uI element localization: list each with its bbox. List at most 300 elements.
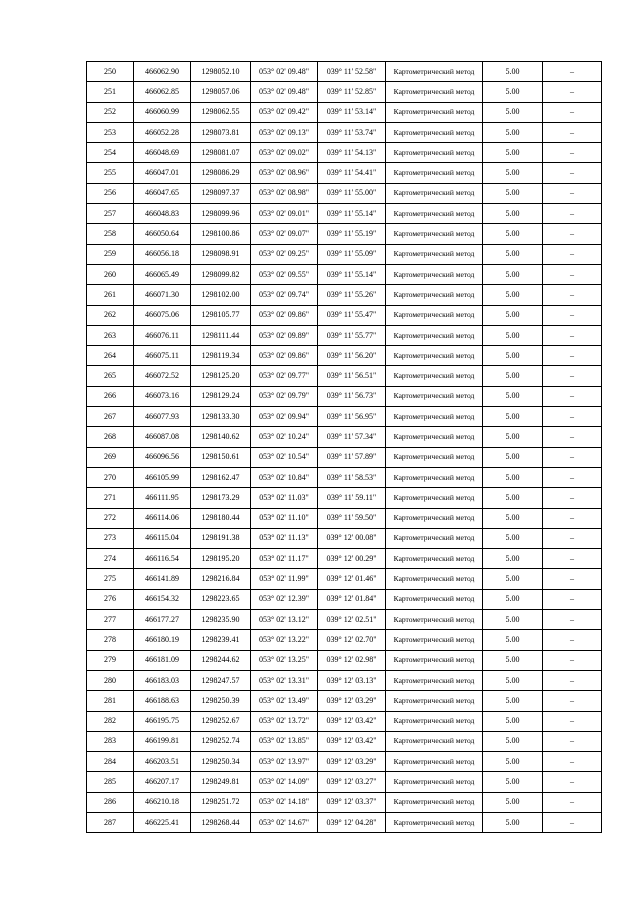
point-number-cell: 273 xyxy=(87,528,134,548)
x-coordinate-cell: 466060.99 xyxy=(134,102,191,122)
method-cell: Картометрический метод xyxy=(386,812,483,832)
point-number-cell: 280 xyxy=(87,670,134,690)
dash-cell: – xyxy=(543,163,602,183)
y-coordinate-cell: 1298162.47 xyxy=(191,467,251,487)
table-row xyxy=(87,691,602,711)
latitude-cell: 053° 02' 13.31" xyxy=(251,670,318,690)
longitude-cell: 039° 12' 01.46" xyxy=(318,569,386,589)
method-cell: Картометрический метод xyxy=(386,650,483,670)
table-row xyxy=(87,549,602,569)
dash-cell: – xyxy=(543,366,602,386)
y-coordinate-cell: 1298129.24 xyxy=(191,386,251,406)
longitude-cell: 039° 12' 01.84" xyxy=(318,589,386,609)
table-row xyxy=(87,508,602,528)
y-coordinate-cell: 1298073.81 xyxy=(191,122,251,142)
method-cell: Картометрический метод xyxy=(386,549,483,569)
dash-cell: – xyxy=(543,325,602,345)
point-number-cell: 256 xyxy=(87,183,134,203)
x-coordinate-cell: 466203.51 xyxy=(134,752,191,772)
method-cell: Картометрический метод xyxy=(386,610,483,630)
y-coordinate-cell: 1298252.74 xyxy=(191,731,251,751)
accuracy-cell: 5.00 xyxy=(483,427,543,447)
x-coordinate-cell: 466056.18 xyxy=(134,244,191,264)
point-number-cell: 284 xyxy=(87,752,134,772)
point-number-cell: 283 xyxy=(87,731,134,751)
longitude-cell: 039° 11' 55.77" xyxy=(318,325,386,345)
dash-cell: – xyxy=(543,589,602,609)
x-coordinate-cell: 466116.54 xyxy=(134,549,191,569)
accuracy-cell: 5.00 xyxy=(483,711,543,731)
y-coordinate-cell: 1298086.29 xyxy=(191,163,251,183)
accuracy-cell: 5.00 xyxy=(483,670,543,690)
dash-cell: – xyxy=(543,711,602,731)
x-coordinate-cell: 466210.18 xyxy=(134,792,191,812)
x-coordinate-cell: 466188.63 xyxy=(134,691,191,711)
x-coordinate-cell: 466048.83 xyxy=(134,204,191,224)
accuracy-cell: 5.00 xyxy=(483,325,543,345)
table-row xyxy=(87,812,602,832)
longitude-cell: 039° 11' 52.58" xyxy=(318,62,386,82)
dash-cell: – xyxy=(543,285,602,305)
dash-cell: – xyxy=(543,549,602,569)
y-coordinate-cell: 1298249.81 xyxy=(191,772,251,792)
table-row xyxy=(87,285,602,305)
accuracy-cell: 5.00 xyxy=(483,305,543,325)
latitude-cell: 053° 02' 12.39" xyxy=(251,589,318,609)
table-row xyxy=(87,102,602,122)
method-cell: Картометрический метод xyxy=(386,62,483,82)
accuracy-cell: 5.00 xyxy=(483,407,543,427)
point-number-cell: 263 xyxy=(87,325,134,345)
accuracy-cell: 5.00 xyxy=(483,285,543,305)
longitude-cell: 039° 11' 55.00" xyxy=(318,183,386,203)
method-cell: Картометрический метод xyxy=(386,122,483,142)
longitude-cell: 039° 12' 02.51" xyxy=(318,610,386,630)
point-number-cell: 253 xyxy=(87,122,134,142)
point-number-cell: 279 xyxy=(87,650,134,670)
point-number-cell: 262 xyxy=(87,305,134,325)
latitude-cell: 053° 02' 09.86" xyxy=(251,346,318,366)
method-cell: Картометрический метод xyxy=(386,569,483,589)
table-row xyxy=(87,650,602,670)
point-number-cell: 254 xyxy=(87,143,134,163)
method-cell: Картометрический метод xyxy=(386,204,483,224)
method-cell: Картометрический метод xyxy=(386,102,483,122)
y-coordinate-cell: 1298081.07 xyxy=(191,143,251,163)
point-number-cell: 286 xyxy=(87,792,134,812)
point-number-cell: 266 xyxy=(87,386,134,406)
y-coordinate-cell: 1298133.30 xyxy=(191,407,251,427)
latitude-cell: 053° 02' 09.13" xyxy=(251,122,318,142)
longitude-cell: 039° 11' 56.20" xyxy=(318,346,386,366)
accuracy-cell: 5.00 xyxy=(483,772,543,792)
method-cell: Картометрический метод xyxy=(386,772,483,792)
x-coordinate-cell: 466047.65 xyxy=(134,183,191,203)
y-coordinate-cell: 1298125.20 xyxy=(191,366,251,386)
accuracy-cell: 5.00 xyxy=(483,508,543,528)
longitude-cell: 039° 11' 56.51" xyxy=(318,366,386,386)
latitude-cell: 053° 02' 09.25" xyxy=(251,244,318,264)
y-coordinate-cell: 1298223.65 xyxy=(191,589,251,609)
y-coordinate-cell: 1298239.41 xyxy=(191,630,251,650)
method-cell: Картометрический метод xyxy=(386,386,483,406)
x-coordinate-cell: 466115.04 xyxy=(134,528,191,548)
table-row xyxy=(87,589,602,609)
x-coordinate-cell: 466050.64 xyxy=(134,224,191,244)
dash-cell: – xyxy=(543,62,602,82)
x-coordinate-cell: 466141.89 xyxy=(134,569,191,589)
table-row xyxy=(87,325,602,345)
longitude-cell: 039° 11' 59.11" xyxy=(318,488,386,508)
y-coordinate-cell: 1298099.96 xyxy=(191,204,251,224)
accuracy-cell: 5.00 xyxy=(483,163,543,183)
table-row xyxy=(87,792,602,812)
latitude-cell: 053° 02' 09.07" xyxy=(251,224,318,244)
dash-cell: – xyxy=(543,122,602,142)
table-row xyxy=(87,407,602,427)
method-cell: Картометрический метод xyxy=(386,285,483,305)
x-coordinate-cell: 466062.85 xyxy=(134,82,191,102)
point-number-cell: 261 xyxy=(87,285,134,305)
x-coordinate-cell: 466087.08 xyxy=(134,427,191,447)
x-coordinate-cell: 466062.90 xyxy=(134,62,191,82)
y-coordinate-cell: 1298105.77 xyxy=(191,305,251,325)
dash-cell: – xyxy=(543,183,602,203)
x-coordinate-cell: 466096.56 xyxy=(134,447,191,467)
point-number-cell: 252 xyxy=(87,102,134,122)
dash-cell: – xyxy=(543,447,602,467)
longitude-cell: 039° 11' 53.14" xyxy=(318,102,386,122)
y-coordinate-cell: 1298247.57 xyxy=(191,670,251,690)
accuracy-cell: 5.00 xyxy=(483,467,543,487)
latitude-cell: 053° 02' 09.55" xyxy=(251,264,318,284)
longitude-cell: 039° 11' 56.73" xyxy=(318,386,386,406)
y-coordinate-cell: 1298180.44 xyxy=(191,508,251,528)
x-coordinate-cell: 466114.06 xyxy=(134,508,191,528)
table-body xyxy=(87,62,602,833)
y-coordinate-cell: 1298250.34 xyxy=(191,752,251,772)
table-row xyxy=(87,772,602,792)
accuracy-cell: 5.00 xyxy=(483,122,543,142)
longitude-cell: 039° 11' 54.13" xyxy=(318,143,386,163)
point-number-cell: 282 xyxy=(87,711,134,731)
accuracy-cell: 5.00 xyxy=(483,488,543,508)
dash-cell: – xyxy=(543,386,602,406)
dash-cell: – xyxy=(543,528,602,548)
accuracy-cell: 5.00 xyxy=(483,528,543,548)
accuracy-cell: 5.00 xyxy=(483,691,543,711)
method-cell: Картометрический метод xyxy=(386,143,483,163)
table-row xyxy=(87,143,602,163)
y-coordinate-cell: 1298173.29 xyxy=(191,488,251,508)
point-number-cell: 260 xyxy=(87,264,134,284)
accuracy-cell: 5.00 xyxy=(483,569,543,589)
method-cell: Картометрический метод xyxy=(386,427,483,447)
dash-cell: – xyxy=(543,752,602,772)
latitude-cell: 053° 02' 13.22" xyxy=(251,630,318,650)
point-number-cell: 271 xyxy=(87,488,134,508)
table-row xyxy=(87,264,602,284)
y-coordinate-cell: 1298052.10 xyxy=(191,62,251,82)
longitude-cell: 039° 12' 00.29" xyxy=(318,549,386,569)
method-cell: Картометрический метод xyxy=(386,305,483,325)
latitude-cell: 053° 02' 10.24" xyxy=(251,427,318,447)
method-cell: Картометрический метод xyxy=(386,691,483,711)
latitude-cell: 053° 02' 09.42" xyxy=(251,102,318,122)
method-cell: Картометрический метод xyxy=(386,82,483,102)
longitude-cell: 039° 12' 03.13" xyxy=(318,670,386,690)
latitude-cell: 053° 02' 14.09" xyxy=(251,772,318,792)
method-cell: Картометрический метод xyxy=(386,731,483,751)
accuracy-cell: 5.00 xyxy=(483,264,543,284)
table-row xyxy=(87,122,602,142)
table-row xyxy=(87,82,602,102)
dash-cell: – xyxy=(543,812,602,832)
accuracy-cell: 5.00 xyxy=(483,224,543,244)
table-row xyxy=(87,305,602,325)
table-row xyxy=(87,183,602,203)
y-coordinate-cell: 1298195.20 xyxy=(191,549,251,569)
longitude-cell: 039° 12' 04.28" xyxy=(318,812,386,832)
accuracy-cell: 5.00 xyxy=(483,143,543,163)
longitude-cell: 039° 12' 00.08" xyxy=(318,528,386,548)
latitude-cell: 053° 02' 09.77" xyxy=(251,366,318,386)
latitude-cell: 053° 02' 09.48" xyxy=(251,62,318,82)
accuracy-cell: 5.00 xyxy=(483,630,543,650)
x-coordinate-cell: 466111.95 xyxy=(134,488,191,508)
longitude-cell: 039° 11' 55.14" xyxy=(318,264,386,284)
table-row xyxy=(87,731,602,751)
y-coordinate-cell: 1298268.44 xyxy=(191,812,251,832)
latitude-cell: 053° 02' 09.48" xyxy=(251,82,318,102)
dash-cell: – xyxy=(543,427,602,447)
dash-cell: – xyxy=(543,792,602,812)
point-number-cell: 275 xyxy=(87,569,134,589)
table-row xyxy=(87,630,602,650)
longitude-cell: 039° 12' 03.42" xyxy=(318,711,386,731)
table-row xyxy=(87,163,602,183)
longitude-cell: 039° 12' 02.98" xyxy=(318,650,386,670)
latitude-cell: 053° 02' 09.74" xyxy=(251,285,318,305)
accuracy-cell: 5.00 xyxy=(483,386,543,406)
y-coordinate-cell: 1298111.44 xyxy=(191,325,251,345)
x-coordinate-cell: 466183.03 xyxy=(134,670,191,690)
latitude-cell: 053° 02' 11.17" xyxy=(251,549,318,569)
latitude-cell: 053° 02' 13.49" xyxy=(251,691,318,711)
point-number-cell: 259 xyxy=(87,244,134,264)
point-number-cell: 264 xyxy=(87,346,134,366)
longitude-cell: 039° 11' 57.34" xyxy=(318,427,386,447)
table-row xyxy=(87,386,602,406)
longitude-cell: 039° 11' 55.09" xyxy=(318,244,386,264)
table-row xyxy=(87,244,602,264)
table-row xyxy=(87,427,602,447)
table-row xyxy=(87,528,602,548)
point-number-cell: 277 xyxy=(87,610,134,630)
table-row xyxy=(87,62,602,82)
accuracy-cell: 5.00 xyxy=(483,346,543,366)
accuracy-cell: 5.00 xyxy=(483,752,543,772)
longitude-cell: 039° 12' 03.29" xyxy=(318,691,386,711)
accuracy-cell: 5.00 xyxy=(483,650,543,670)
point-number-cell: 268 xyxy=(87,427,134,447)
method-cell: Картометрический метод xyxy=(386,325,483,345)
method-cell: Картометрический метод xyxy=(386,752,483,772)
method-cell: Картометрический метод xyxy=(386,264,483,284)
longitude-cell: 039° 11' 57.89" xyxy=(318,447,386,467)
coordinates-table xyxy=(86,61,602,833)
longitude-cell: 039° 12' 03.37" xyxy=(318,792,386,812)
y-coordinate-cell: 1298191.38 xyxy=(191,528,251,548)
dash-cell: – xyxy=(543,305,602,325)
accuracy-cell: 5.00 xyxy=(483,792,543,812)
y-coordinate-cell: 1298150.61 xyxy=(191,447,251,467)
longitude-cell: 039° 11' 53.74" xyxy=(318,122,386,142)
y-coordinate-cell: 1298102.00 xyxy=(191,285,251,305)
latitude-cell: 053° 02' 10.84" xyxy=(251,467,318,487)
x-coordinate-cell: 466072.52 xyxy=(134,366,191,386)
point-number-cell: 278 xyxy=(87,630,134,650)
longitude-cell: 039° 12' 03.42" xyxy=(318,731,386,751)
point-number-cell: 285 xyxy=(87,772,134,792)
x-coordinate-cell: 466076.11 xyxy=(134,325,191,345)
point-number-cell: 267 xyxy=(87,407,134,427)
dash-cell: – xyxy=(543,143,602,163)
longitude-cell: 039° 11' 58.53" xyxy=(318,467,386,487)
method-cell: Картометрический метод xyxy=(386,711,483,731)
point-number-cell: 255 xyxy=(87,163,134,183)
point-number-cell: 265 xyxy=(87,366,134,386)
y-coordinate-cell: 1298062.55 xyxy=(191,102,251,122)
latitude-cell: 053° 02' 08.98" xyxy=(251,183,318,203)
dash-cell: – xyxy=(543,244,602,264)
method-cell: Картометрический метод xyxy=(386,467,483,487)
y-coordinate-cell: 1298098.91 xyxy=(191,244,251,264)
table-row xyxy=(87,204,602,224)
method-cell: Картометрический метод xyxy=(386,589,483,609)
x-coordinate-cell: 466199.81 xyxy=(134,731,191,751)
dash-cell: – xyxy=(543,670,602,690)
dash-cell: – xyxy=(543,691,602,711)
accuracy-cell: 5.00 xyxy=(483,447,543,467)
latitude-cell: 053° 02' 11.13" xyxy=(251,528,318,548)
table-row xyxy=(87,224,602,244)
point-number-cell: 250 xyxy=(87,62,134,82)
longitude-cell: 039° 11' 55.47" xyxy=(318,305,386,325)
longitude-cell: 039° 11' 55.19" xyxy=(318,224,386,244)
x-coordinate-cell: 466195.75 xyxy=(134,711,191,731)
y-coordinate-cell: 1298244.62 xyxy=(191,650,251,670)
latitude-cell: 053° 02' 09.79" xyxy=(251,386,318,406)
latitude-cell: 053° 02' 14.18" xyxy=(251,792,318,812)
dash-cell: – xyxy=(543,650,602,670)
method-cell: Картометрический метод xyxy=(386,407,483,427)
x-coordinate-cell: 466071.30 xyxy=(134,285,191,305)
accuracy-cell: 5.00 xyxy=(483,204,543,224)
x-coordinate-cell: 466047.01 xyxy=(134,163,191,183)
x-coordinate-cell: 466177.27 xyxy=(134,610,191,630)
dash-cell: – xyxy=(543,610,602,630)
method-cell: Картометрический метод xyxy=(386,488,483,508)
x-coordinate-cell: 466207.17 xyxy=(134,772,191,792)
x-coordinate-cell: 466075.11 xyxy=(134,346,191,366)
dash-cell: – xyxy=(543,630,602,650)
x-coordinate-cell: 466073.16 xyxy=(134,386,191,406)
method-cell: Картометрический метод xyxy=(386,792,483,812)
longitude-cell: 039° 12' 03.29" xyxy=(318,752,386,772)
longitude-cell: 039° 11' 55.14" xyxy=(318,204,386,224)
dash-cell: – xyxy=(543,346,602,366)
x-coordinate-cell: 466077.93 xyxy=(134,407,191,427)
y-coordinate-cell: 1298119.34 xyxy=(191,346,251,366)
latitude-cell: 053° 02' 11.10" xyxy=(251,508,318,528)
longitude-cell: 039° 11' 54.41" xyxy=(318,163,386,183)
point-number-cell: 257 xyxy=(87,204,134,224)
x-coordinate-cell: 466181.09 xyxy=(134,650,191,670)
table-row xyxy=(87,569,602,589)
longitude-cell: 039° 11' 55.26" xyxy=(318,285,386,305)
accuracy-cell: 5.00 xyxy=(483,589,543,609)
method-cell: Картометрический метод xyxy=(386,244,483,264)
accuracy-cell: 5.00 xyxy=(483,82,543,102)
accuracy-cell: 5.00 xyxy=(483,731,543,751)
accuracy-cell: 5.00 xyxy=(483,812,543,832)
latitude-cell: 053° 02' 13.72" xyxy=(251,711,318,731)
y-coordinate-cell: 1298250.39 xyxy=(191,691,251,711)
y-coordinate-cell: 1298099.82 xyxy=(191,264,251,284)
y-coordinate-cell: 1298251.72 xyxy=(191,792,251,812)
x-coordinate-cell: 466225.41 xyxy=(134,812,191,832)
dash-cell: – xyxy=(543,102,602,122)
method-cell: Картометрический метод xyxy=(386,508,483,528)
point-number-cell: 270 xyxy=(87,467,134,487)
x-coordinate-cell: 466180.19 xyxy=(134,630,191,650)
longitude-cell: 039° 12' 03.27" xyxy=(318,772,386,792)
table-row xyxy=(87,447,602,467)
dash-cell: – xyxy=(543,407,602,427)
dash-cell: – xyxy=(543,772,602,792)
latitude-cell: 053° 02' 10.54" xyxy=(251,447,318,467)
y-coordinate-cell: 1298216.84 xyxy=(191,569,251,589)
point-number-cell: 269 xyxy=(87,447,134,467)
x-coordinate-cell: 466065.49 xyxy=(134,264,191,284)
latitude-cell: 053° 02' 13.97" xyxy=(251,752,318,772)
method-cell: Картометрический метод xyxy=(386,163,483,183)
latitude-cell: 053° 02' 09.02" xyxy=(251,143,318,163)
y-coordinate-cell: 1298235.90 xyxy=(191,610,251,630)
point-number-cell: 258 xyxy=(87,224,134,244)
latitude-cell: 053° 02' 13.85" xyxy=(251,731,318,751)
y-coordinate-cell: 1298252.67 xyxy=(191,711,251,731)
latitude-cell: 053° 02' 09.01" xyxy=(251,204,318,224)
table-row xyxy=(87,670,602,690)
accuracy-cell: 5.00 xyxy=(483,62,543,82)
point-number-cell: 276 xyxy=(87,589,134,609)
accuracy-cell: 5.00 xyxy=(483,183,543,203)
dash-cell: – xyxy=(543,204,602,224)
longitude-cell: 039° 11' 52.85" xyxy=(318,82,386,102)
dash-cell: – xyxy=(543,731,602,751)
table-row xyxy=(87,610,602,630)
table-row xyxy=(87,467,602,487)
latitude-cell: 053° 02' 13.25" xyxy=(251,650,318,670)
method-cell: Картометрический метод xyxy=(386,366,483,386)
x-coordinate-cell: 466105.99 xyxy=(134,467,191,487)
method-cell: Картометрический метод xyxy=(386,224,483,244)
y-coordinate-cell: 1298097.37 xyxy=(191,183,251,203)
dash-cell: – xyxy=(543,224,602,244)
method-cell: Картометрический метод xyxy=(386,670,483,690)
